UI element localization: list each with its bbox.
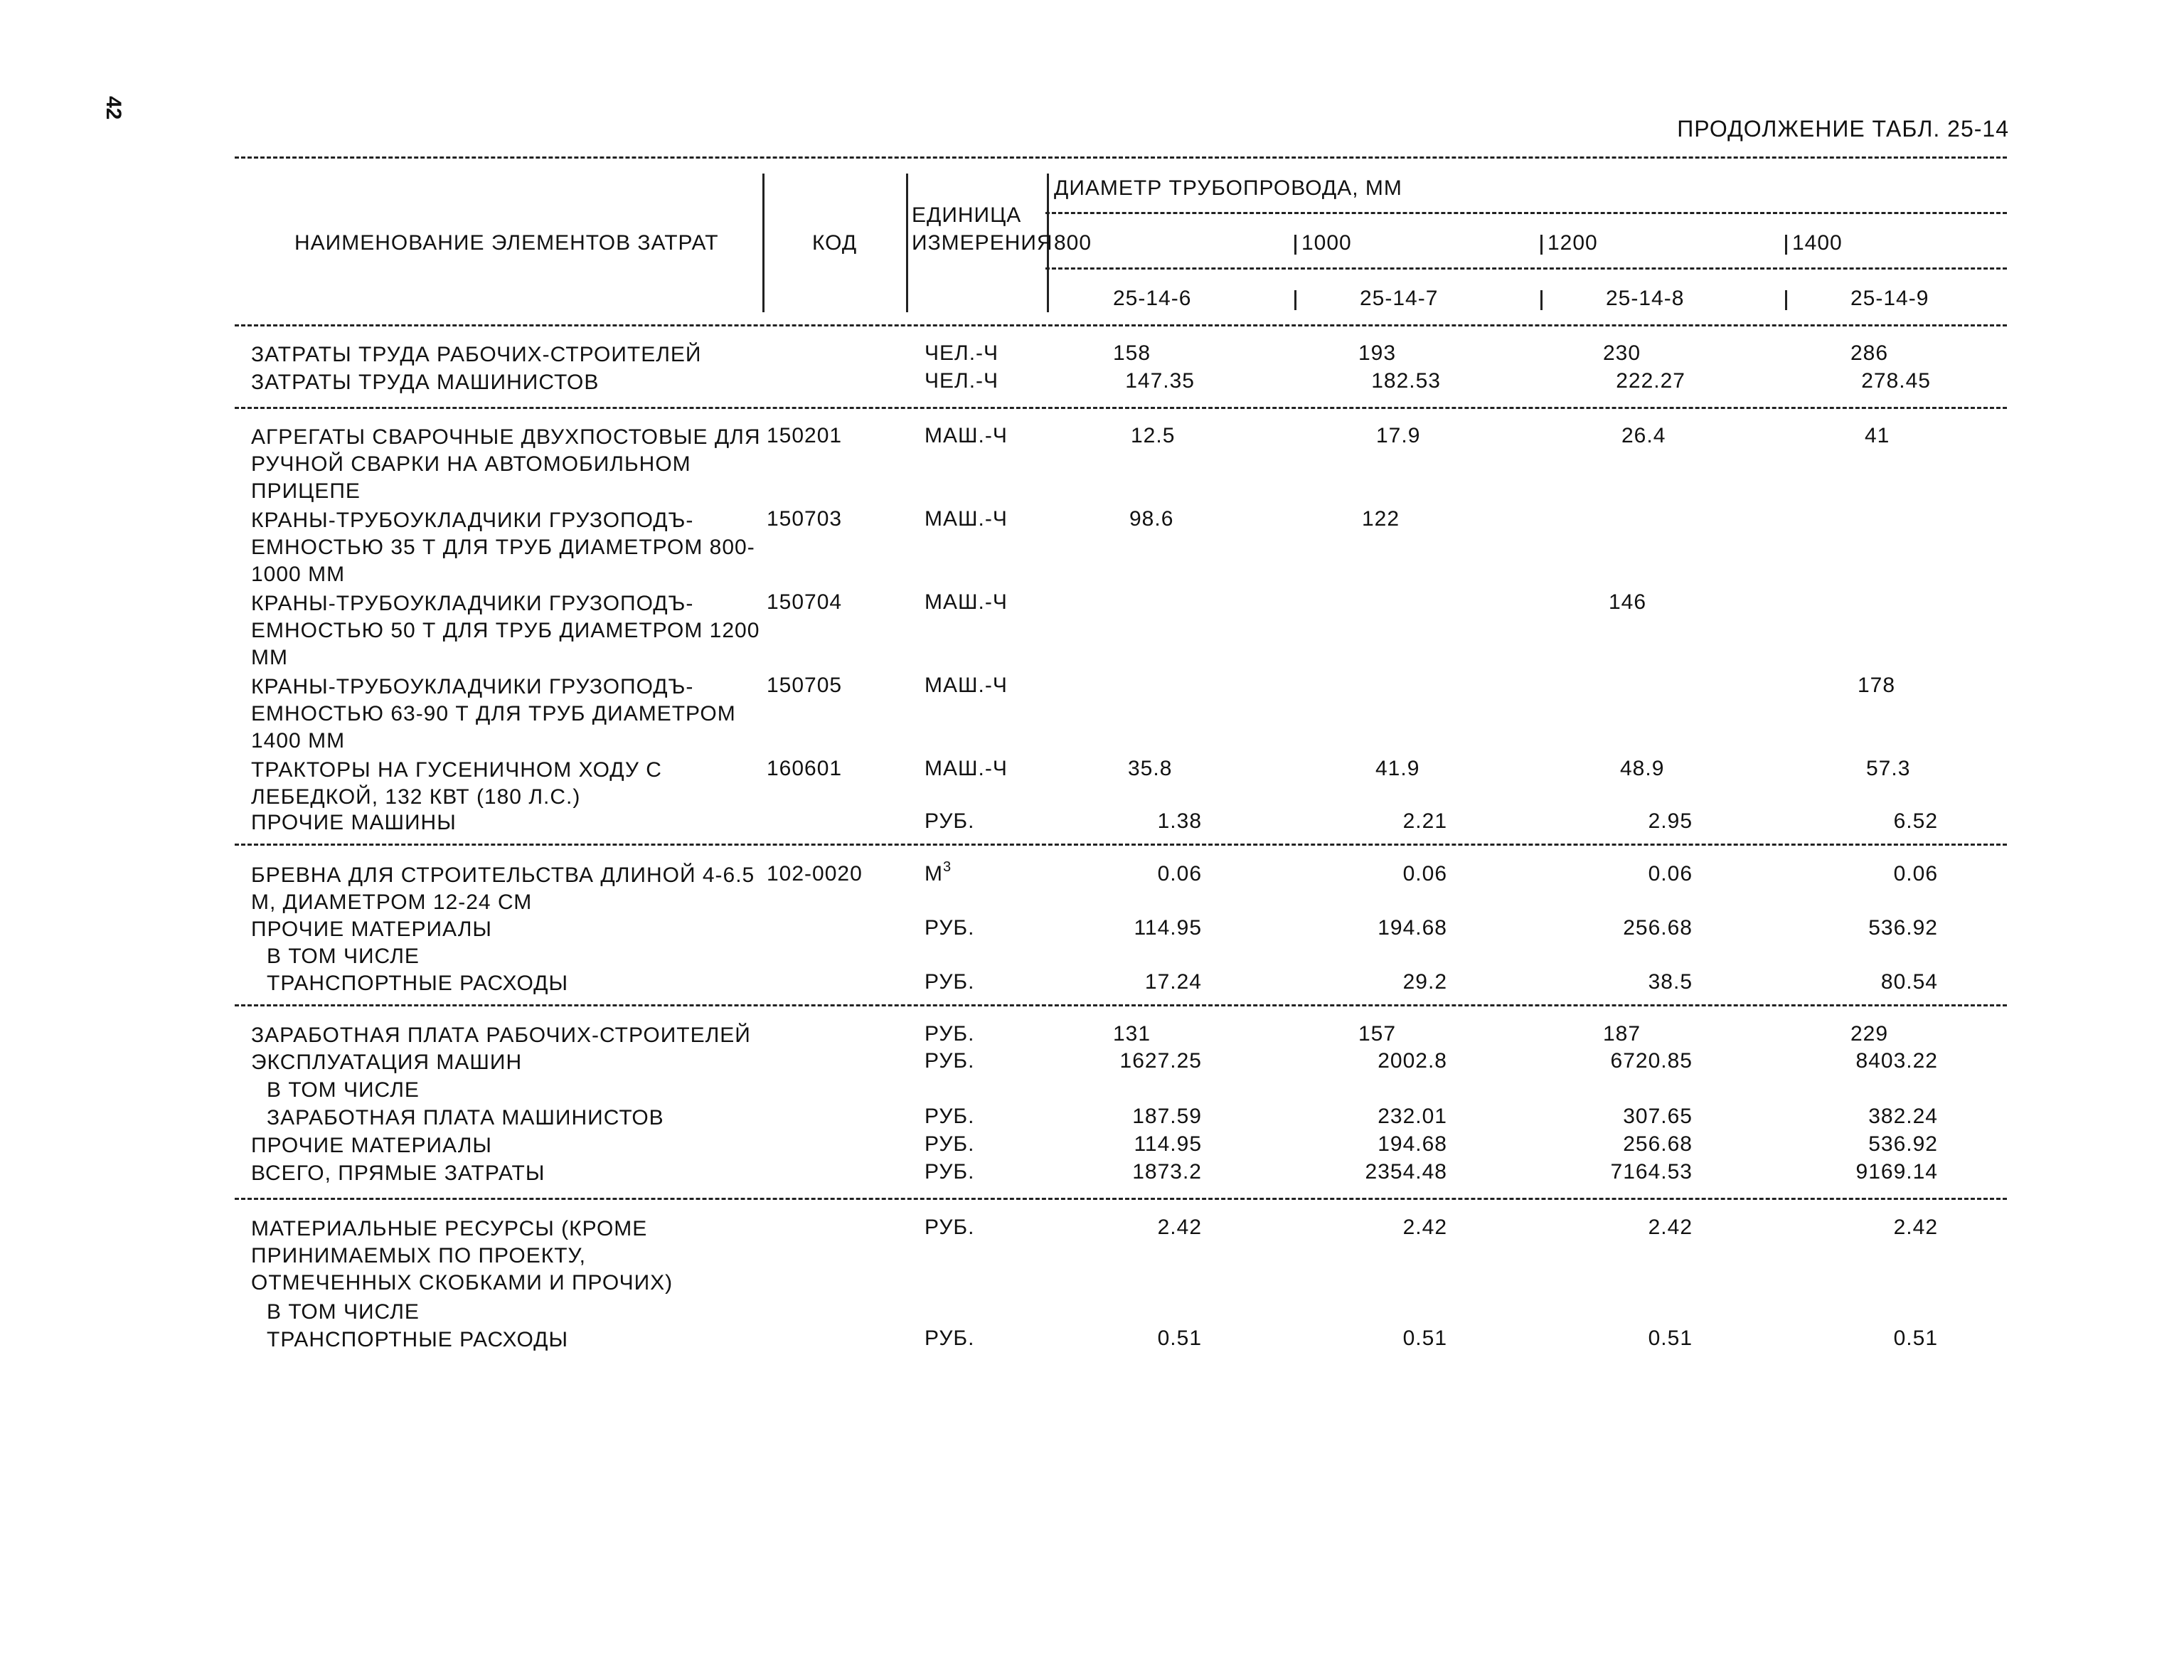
row-value: 29.2 [1402, 970, 1447, 994]
row-unit: РУБ. [925, 1216, 975, 1239]
row-name: КРАНЫ-ТРУБОУКЛАДЧИКИ ГРУЗОПОДЪ- ЕМНОСТЬЮ 50 Т ДЛЯ ТРУБ ДИАМЕТРОМ 1200 ММ [251, 592, 760, 669]
row-value: 9169.14 [1855, 1160, 1938, 1184]
row-name: ТРАНСПОРТНЫЕ РАСХОДЫ [267, 1328, 569, 1351]
row-value: 17.24 [1144, 970, 1202, 994]
row-value: 2.95 [1648, 809, 1693, 833]
unit-header-line1: ЕДИНИЦА [912, 203, 1022, 227]
row-value: 146 [1609, 590, 1647, 614]
row-value: 0.51 [1157, 1327, 1202, 1350]
page-number: 42 [102, 96, 125, 120]
row-value: 12.5 [1131, 424, 1176, 447]
row-value: 536.92 [1868, 1132, 1938, 1156]
row-name: БРЕВНА ДЛЯ СТРОИТЕЛЬСТВА ДЛИНОЙ 4-6.5 М, ДИАМЕТРОМ 12-24 СМ [251, 863, 755, 914]
column-divider [1294, 235, 1296, 255]
row-name: ЗАТРАТЫ ТРУДА РАБОЧИХ-СТРОИТЕЛЕЙ [251, 343, 702, 366]
column-divider [1294, 290, 1296, 310]
row-unit: РУБ. [925, 970, 975, 994]
row-value: 158 [1113, 341, 1151, 365]
row-unit: РУБ. [925, 1022, 975, 1046]
row-value: 307.65 [1623, 1105, 1693, 1128]
row-value: 1.38 [1157, 809, 1202, 833]
row-value: 2.42 [1157, 1216, 1202, 1239]
diameter-1200: 1200 [1548, 231, 1598, 255]
row-value: 7164.53 [1610, 1160, 1693, 1184]
code-header: КОД [812, 231, 858, 255]
row-name: ТРАНСПОРТНЫЕ РАСХОДЫ [267, 972, 569, 995]
row-value: 38.5 [1648, 970, 1693, 994]
row-name: В ТОМ ЧИСЛЕ [267, 1300, 420, 1324]
row-value: 2.21 [1402, 809, 1447, 833]
row-unit: РУБ. [925, 1105, 975, 1128]
row-value: 80.54 [1880, 970, 1938, 994]
row-unit: МАШ.-Ч [925, 507, 1008, 531]
row-name: ПРОЧИЕ МАТЕРИАЛЫ [251, 918, 492, 941]
row-value: 157 [1358, 1022, 1397, 1046]
row-name: ТРАКТОРЫ НА ГУСЕНИЧНОМ ХОДУ С ЛЕБЕДКОЙ, 132 КВТ (180 Л.С.) [251, 758, 662, 809]
row-value: 35.8 [1128, 757, 1173, 780]
row-value: 17.9 [1376, 424, 1421, 447]
row-code: 150703 [767, 507, 843, 531]
row-name: АГРЕГАТЫ СВАРОЧНЫЕ ДВУХПОСТОВЫЕ ДЛЯ РУЧНОЙ СВАРКИ НА АВТОМОБИЛЬНОМ ПРИЦЕПЕ [251, 425, 761, 503]
row-name: ЭКСПЛУАТАЦИЯ МАШИН [251, 1051, 523, 1074]
row-code: 160601 [767, 757, 843, 780]
row-unit: РУБ. [925, 916, 975, 940]
row-value: 0.51 [1893, 1327, 1938, 1350]
row-name: ПРОЧИЕ МАТЕРИАЛЫ [251, 1134, 492, 1157]
column-divider [906, 174, 908, 312]
separator-line [235, 844, 2007, 846]
row-unit: РУБ. [925, 1049, 975, 1073]
row-value: 0.06 [1402, 862, 1447, 886]
separator-line [235, 1004, 2007, 1006]
name-header: НАИМЕНОВАНИЕ ЭЛЕМЕНТОВ ЗАТРАТ [294, 231, 719, 255]
row-value: 0.06 [1893, 862, 1938, 886]
row-value: 1873.2 [1132, 1160, 1202, 1184]
row-value: 0.51 [1402, 1327, 1447, 1350]
separator-line [235, 324, 2007, 326]
row-name: В ТОМ ЧИСЛЕ [267, 1078, 420, 1102]
row-value: 193 [1358, 341, 1397, 365]
row-value: 147.35 [1125, 369, 1195, 393]
row-unit: МАШ.-Ч [925, 590, 1008, 614]
row-value: 0.51 [1648, 1327, 1693, 1350]
row-value: 536.92 [1868, 916, 1938, 940]
diameter-1400: 1400 [1792, 231, 1843, 255]
unit-header-line2: ИЗМЕРЕНИЯ [912, 231, 1053, 255]
row-value: 131 [1113, 1022, 1151, 1046]
unit-superscript: 3 [943, 859, 952, 875]
row-value: 2002.8 [1378, 1049, 1447, 1073]
row-value: 26.4 [1621, 424, 1666, 447]
row-value: 41.9 [1375, 757, 1420, 780]
row-unit: РУБ. [925, 1132, 975, 1156]
row-code: 102-0020 [767, 862, 863, 886]
row-name: МАТЕРИАЛЬНЫЕ РЕСУРСЫ (КРОМЕ ПРИНИМАЕМЫХ ПО ПРОЕКТУ, ОТМЕЧЕННЫХ СКОБКАМИ И ПРОЧИХ) [251, 1217, 673, 1294]
row-unit: МАШ.-Ч [925, 674, 1008, 697]
row-code: 150705 [767, 674, 843, 697]
col-code-2: 25-14-7 [1360, 287, 1439, 310]
column-divider [762, 174, 765, 312]
row-value: 194.68 [1378, 916, 1447, 940]
col-code-3: 25-14-8 [1606, 287, 1685, 310]
column-divider [1540, 290, 1543, 310]
row-value: 2.42 [1648, 1216, 1693, 1239]
row-value: 182.53 [1371, 369, 1441, 393]
diameter-800: 800 [1054, 231, 1092, 255]
row-code: 150201 [767, 424, 843, 447]
row-name: ПРОЧИЕ МАШИНЫ [251, 811, 457, 834]
row-value: 278.45 [1861, 369, 1931, 393]
unit-text: М [925, 862, 943, 886]
row-value: 1627.25 [1119, 1049, 1202, 1073]
row-value: 0.06 [1157, 862, 1202, 886]
row-name: ЗАРАБОТНАЯ ПЛАТА РАБОЧИХ-СТРОИТЕЛЕЙ [251, 1024, 751, 1047]
row-value: 122 [1362, 507, 1400, 531]
diameter-1000: 1000 [1301, 231, 1352, 255]
row-value: 2.42 [1402, 1216, 1447, 1239]
row-unit: ЧЕЛ.-Ч [925, 341, 999, 365]
row-name: ЗАРАБОТНАЯ ПЛАТА МАШИНИСТОВ [267, 1106, 664, 1129]
separator-line [235, 156, 2007, 159]
row-unit: РУБ. [925, 1160, 975, 1184]
row-value: 0.06 [1648, 862, 1693, 886]
row-value: 187.59 [1132, 1105, 1202, 1128]
row-value: 222.27 [1616, 369, 1685, 393]
row-value: 187 [1603, 1022, 1641, 1046]
row-value: 256.68 [1623, 916, 1693, 940]
row-unit: ЧЕЛ.-Ч [925, 369, 999, 393]
row-name: В ТОМ ЧИСЛЕ [267, 945, 420, 968]
column-divider [1785, 235, 1787, 255]
row-value: 256.68 [1623, 1132, 1693, 1156]
row-value: 114.95 [1134, 1132, 1202, 1156]
row-unit: РУБ. [925, 1327, 975, 1350]
row-unit: МАШ.-Ч [925, 424, 1008, 447]
row-value: 232.01 [1378, 1105, 1447, 1128]
row-value: 6720.85 [1610, 1049, 1693, 1073]
row-value: 6.52 [1893, 809, 1938, 833]
column-divider [1785, 290, 1787, 310]
row-value: 48.9 [1620, 757, 1665, 780]
column-divider [1540, 235, 1543, 255]
row-value: 57.3 [1866, 757, 1911, 780]
separator-line [235, 1198, 2007, 1200]
row-unit: РУБ. [925, 809, 975, 833]
row-name: ЗАТРАТЫ ТРУДА МАШИНИСТОВ [251, 371, 600, 394]
row-unit: МАШ.-Ч [925, 757, 1008, 780]
row-value: 2354.48 [1365, 1160, 1447, 1184]
row-name: КРАНЫ-ТРУБОУКЛАДЧИКИ ГРУЗОПОДЪ- ЕМНОСТЬЮ 63-90 Т ДЛЯ ТРУБ ДИАМЕТРОМ 1400 ММ [251, 675, 736, 753]
col-code-1: 25-14-6 [1113, 287, 1192, 310]
col-code-4: 25-14-9 [1850, 287, 1929, 310]
separator-line [235, 407, 2007, 409]
row-value: 286 [1850, 341, 1889, 365]
row-value: 8403.22 [1855, 1049, 1938, 1073]
row-name: КРАНЫ-ТРУБОУКЛАДЧИКИ ГРУЗОПОДЪ- ЕМНОСТЬЮ 35 Т ДЛЯ ТРУБ ДИАМЕТРОМ 800-1000 ММ [251, 509, 755, 586]
row-value: 382.24 [1868, 1105, 1938, 1128]
row-value: 41 [1865, 424, 1890, 447]
separator-line [1045, 267, 2007, 270]
row-name: ВСЕГО, ПРЯМЫЕ ЗАТРАТЫ [251, 1161, 545, 1185]
row-value: 114.95 [1134, 916, 1202, 940]
row-value: 98.6 [1129, 507, 1174, 531]
row-value: 230 [1603, 341, 1641, 365]
row-value: 2.42 [1893, 1216, 1938, 1239]
row-code: 150704 [767, 590, 843, 614]
diameter-title: ДИАМЕТР ТРУБОПРОВОДА, ММ [1054, 176, 1402, 200]
row-unit [925, 859, 952, 886]
row-value: 194.68 [1378, 1132, 1447, 1156]
continuation-label: ПРОДОЛЖЕНИЕ ТАБЛ. 25-14 [1677, 116, 2009, 142]
separator-line [1045, 212, 2007, 214]
row-value: 178 [1858, 674, 1896, 697]
row-value: 229 [1850, 1022, 1889, 1046]
